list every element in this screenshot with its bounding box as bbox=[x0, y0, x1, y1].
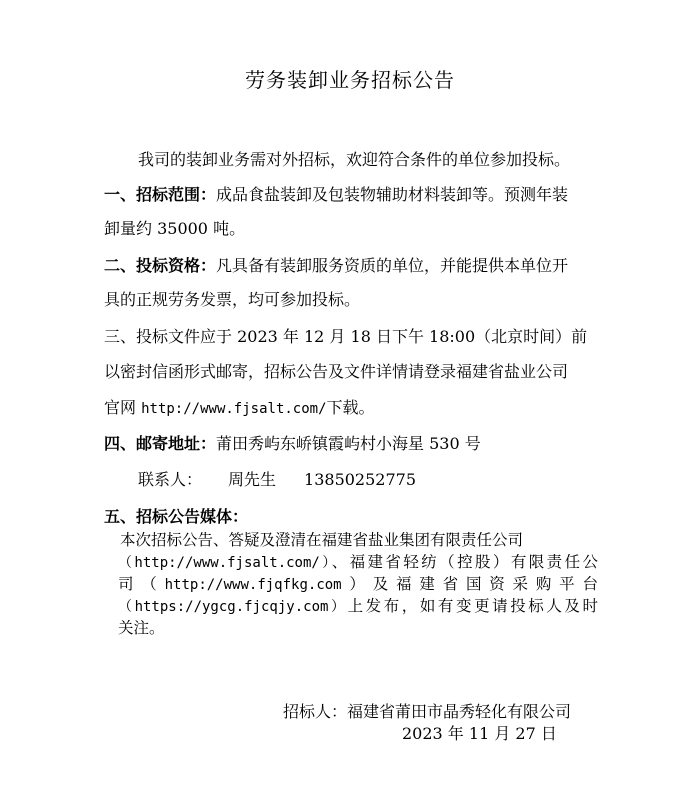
section-media-line-3: 司（http://www.fjqfkg.com）及福建省国资采购平台 bbox=[118, 575, 598, 593]
fjsalt-media-url[interactable]: （http://www.fjsalt.com/） bbox=[118, 555, 332, 571]
fjqfkg-url-link[interactable]: http://www.fjqfkg.com bbox=[164, 577, 342, 593]
section-address-line bbox=[104, 434, 604, 454]
section-media-heading: 五、招标公告媒体： bbox=[104, 507, 249, 526]
section-qualification-line-1 bbox=[104, 256, 604, 276]
section-deadline-line-1: 三、投标文件应于 2023 年 12 月 18 日下午 18:00（北京时间）前 bbox=[104, 327, 588, 346]
tenderer-signature: 招标人：福建省莆田市晶秀轻化有限公司 bbox=[283, 702, 572, 721]
section-media-line-2: （http://www.fjsalt.com/）、福建省轻纺（控股）有限责任公 bbox=[118, 553, 598, 571]
section-scope-line-1 bbox=[104, 185, 604, 205]
contact-line bbox=[138, 470, 638, 490]
fjsalt-url-link[interactable]: http://www.fjsalt.com/ bbox=[141, 401, 327, 417]
section-media-line-4: （https://ygcg.fjcqjy.com）上发布，如有变更请投标人及时 bbox=[118, 597, 598, 615]
section-qualification-text: 凡具备有装卸服务资质的单位，并能提供本单位开 bbox=[216, 256, 569, 275]
section-qualification-line-2: 具的正规劳务发票，均可参加投标。 bbox=[104, 290, 361, 309]
contact-name: 周先生 bbox=[228, 470, 277, 489]
section-address-heading: 四、邮寄地址： bbox=[104, 434, 217, 453]
announcement-date: 2023 年 11 月 27 日 bbox=[402, 724, 557, 743]
section-scope-line-2: 卸量约 35000 吨。 bbox=[104, 219, 246, 238]
section-scope-heading: 一、招标范围： bbox=[104, 185, 217, 204]
section-scope-text: 成品食盐装卸及包装物辅助材料装卸等。预测年装 bbox=[216, 185, 569, 204]
intro-paragraph: 我司的装卸业务需对外招标，欢迎符合条件的单位参加投标。 bbox=[138, 150, 571, 169]
mailing-address: 莆田秀屿东峤镇霞屿村小海星 530 号 bbox=[216, 434, 481, 453]
section-qualification-heading: 二、投标资格： bbox=[104, 256, 217, 275]
ygcg-url-link[interactable]: （https://ygcg.fjcqjy.com） bbox=[118, 599, 348, 615]
section-media-line-1: 本次招标公告、答疑及澄清在福建省盐业集团有限责任公司 bbox=[120, 531, 524, 549]
document-title: 劳务装卸业务招标公告 bbox=[245, 68, 455, 92]
section-media-line-5: 关注。 bbox=[118, 619, 165, 637]
contact-phone: 13850252775 bbox=[304, 470, 417, 489]
section-deadline-line-3: 官网 http://www.fjsalt.com/下载。 bbox=[104, 398, 375, 417]
contact-label: 联系人： bbox=[138, 470, 203, 489]
section-deadline-line-2: 以密封信函形式邮寄，招标公告及文件详情请登录福建省盐业公司 bbox=[104, 362, 569, 381]
